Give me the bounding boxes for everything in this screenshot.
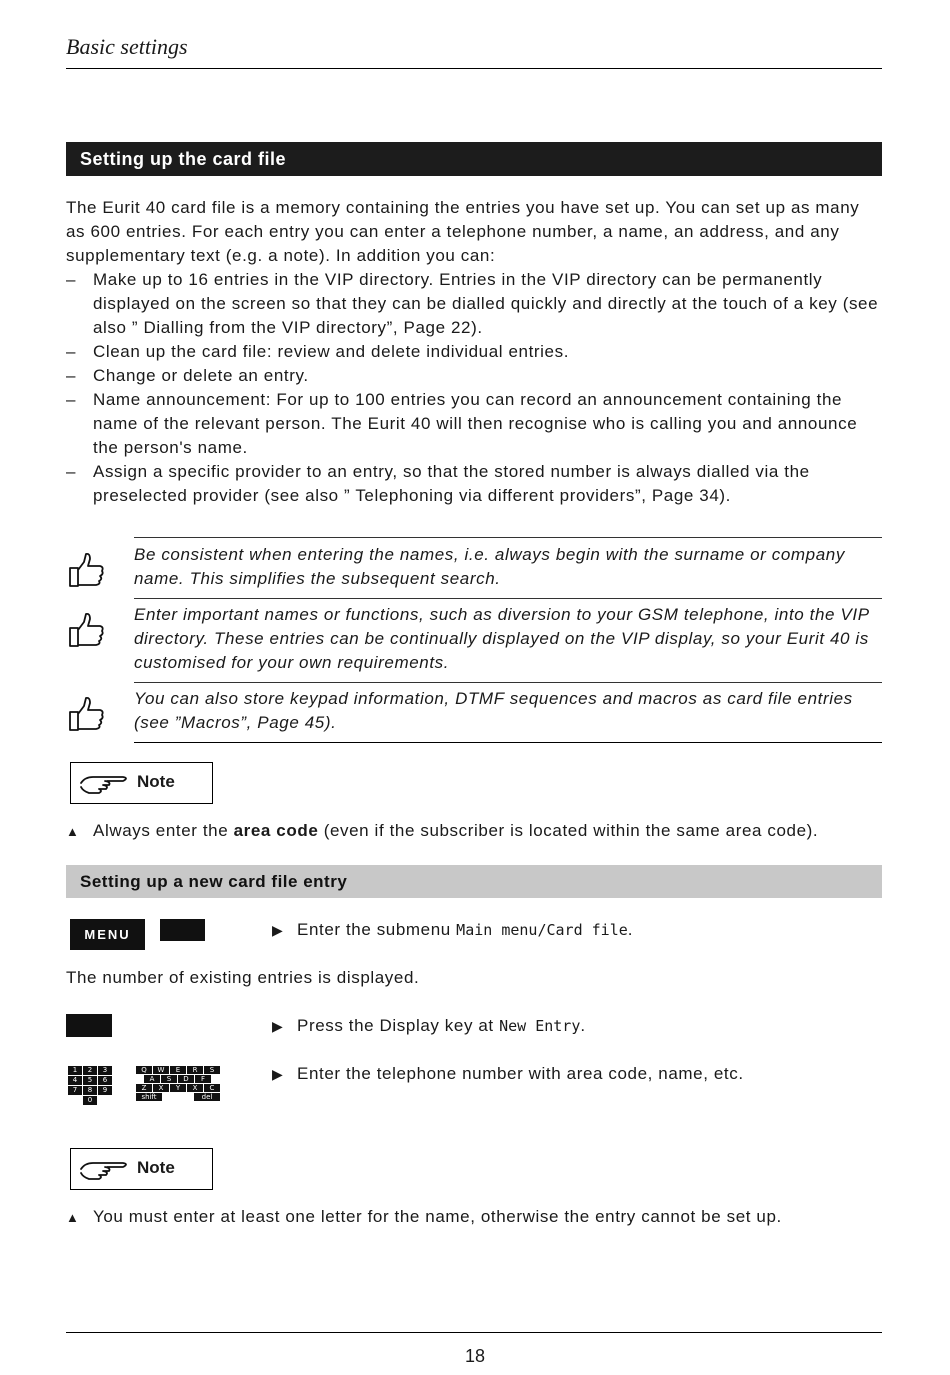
keypad-key[interactable]: 6 <box>98 1076 112 1085</box>
footer-rule <box>66 1332 882 1333</box>
keypad-key[interactable]: 9 <box>98 1086 112 1095</box>
display-key[interactable] <box>66 1014 112 1037</box>
keypad-key[interactable]: 5 <box>83 1076 97 1085</box>
tip-divider <box>134 598 882 599</box>
keyboard-key[interactable]: Q <box>136 1066 152 1074</box>
keyboard-key[interactable]: C <box>204 1084 220 1092</box>
keyboard-shift-key[interactable]: shift <box>136 1093 162 1101</box>
keyboard-key[interactable]: S <box>204 1066 220 1074</box>
numeric-keypad-icon[interactable] <box>68 1066 112 1108</box>
note-label: Note <box>137 1158 175 1177</box>
pointing-hand-icon <box>79 1155 131 1183</box>
section-title: Setting up the card file <box>66 142 882 176</box>
keyboard-delete-key[interactable]: del <box>194 1093 220 1101</box>
step-instruction: ▶ Press the Display key at New Entry. <box>272 1014 586 1038</box>
menu-key[interactable]: MENU <box>70 919 145 950</box>
keypad-key[interactable]: 1 <box>68 1066 82 1075</box>
list-item: – Make up to 16 entries in the VIP directory. Entries in the VIP directory can be permanently displayed on the screen so that they can be dialled quickly and directly at the touch of a key (see also ” Dialling from the VIP directory”, Page 22). <box>66 270 879 337</box>
tip-divider <box>134 537 882 538</box>
list-item: – Clean up the card file: review and delete individual entries. <box>66 342 570 361</box>
tip-divider <box>134 742 882 743</box>
info-line: The number of existing entries is displayed. <box>66 968 420 987</box>
thumbs-up-hand-icon <box>66 694 106 734</box>
arrow-right-icon: ▶ <box>272 1018 284 1034</box>
list-item: – Name announcement: For up to 100 entries you can record an announcement containing the name of the relevant person. The Eurit 40 will then recognise who is calling you and announce the person's name. <box>66 390 858 457</box>
keyboard-key[interactable]: Y <box>170 1084 186 1092</box>
keyboard-key[interactable]: F <box>195 1075 211 1083</box>
thumbs-up-hand-icon <box>66 610 106 650</box>
triangle-warning-icon: ▲ <box>66 824 80 839</box>
tip-text: Enter important names or functions, such as diversion to your GSM telephone, into the VIP directory. These entries can be continually displayed on the VIP display, so your Eurit 40 is customised for your own requirements. <box>134 605 870 672</box>
arrow-right-icon: ▶ <box>272 922 284 938</box>
keypad-key[interactable]: 0 <box>83 1096 97 1105</box>
note-box <box>70 1148 213 1190</box>
thumbs-up-hand-icon <box>66 550 106 590</box>
tip-text: Be consistent when entering the names, i.e. always begin with the surname or company name. This simplifies the subsequent search. <box>134 545 845 588</box>
list-item: – Change or delete an entry. <box>66 366 309 385</box>
tip-divider <box>134 682 882 683</box>
step-instruction: ▶ Enter the submenu Main menu/Card file. <box>272 918 633 942</box>
subsection-title: Setting up a new card file entry <box>66 865 882 898</box>
keyboard-key[interactable]: Z <box>136 1084 152 1092</box>
running-head: Basic settings <box>66 34 188 59</box>
keypad-key[interactable]: 2 <box>83 1066 97 1075</box>
keypad-key[interactable]: 8 <box>83 1086 97 1095</box>
keyboard-key[interactable]: S <box>161 1075 177 1083</box>
note-label: Note <box>137 772 175 791</box>
keyboard-key[interactable]: D <box>178 1075 194 1083</box>
tip-text: You can also store keypad information, DTMF sequences and macros as card file entries (see ”Macros”, Page 45). <box>134 689 853 732</box>
list-item: – Assign a specific provider to an entry, so that the stored number is always dialled via the preselected provider (see also ” Telephoning via different providers”, Page 34). <box>66 462 810 505</box>
note-text: ▲ You must enter at least one letter for the name, otherwise the entry cannot be set up. <box>66 1205 882 1230</box>
display-key[interactable] <box>160 919 205 941</box>
pointing-hand-icon <box>79 769 131 797</box>
keypad-key[interactable]: 3 <box>98 1066 112 1075</box>
header-rule <box>66 68 882 69</box>
alpha-keyboard-icon[interactable] <box>136 1066 222 1102</box>
intro-paragraph: The Eurit 40 card file is a memory containing the entries you have set up. You can set up as many as 600 entries. For each entry you can enter a telephone number, a name, an address, and any supplementary text (e.g. a note). In addition you can: <box>66 198 860 265</box>
keyboard-key[interactable]: R <box>187 1066 203 1074</box>
keyboard-key[interactable]: E <box>170 1066 186 1074</box>
triangle-warning-icon: ▲ <box>66 1210 80 1225</box>
keyboard-key[interactable]: X <box>153 1084 169 1092</box>
keyboard-key[interactable]: A <box>144 1075 160 1083</box>
note-text: ▲ Always enter the area code (even if the subscriber is located within the same area code). <box>66 819 882 844</box>
keyboard-key[interactable]: W <box>153 1066 169 1074</box>
keypad-key[interactable]: 7 <box>68 1086 82 1095</box>
step-instruction: ▶ Enter the telephone number with area code, name, etc. <box>272 1062 744 1086</box>
page-number: 18 <box>464 1346 486 1366</box>
feature-list <box>66 268 882 508</box>
arrow-right-icon: ▶ <box>272 1066 284 1082</box>
keypad-key[interactable]: 4 <box>68 1076 82 1085</box>
keyboard-key[interactable]: X <box>187 1084 203 1092</box>
note-box <box>70 762 213 804</box>
